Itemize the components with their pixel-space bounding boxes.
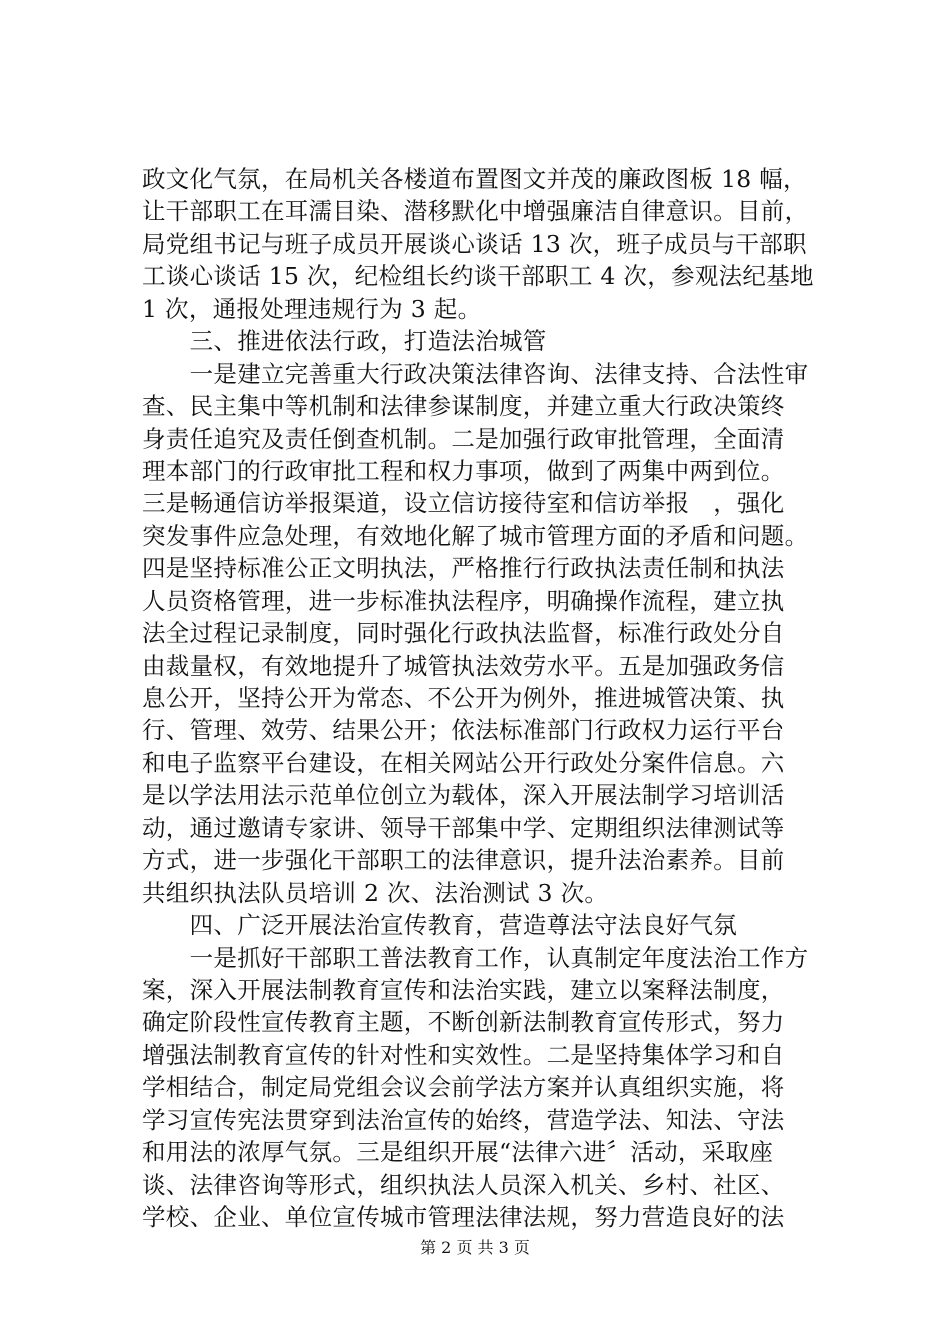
text-line: 增强法制教育宣传的针对性和实效性。二是坚持集体学习和自 <box>142 1040 785 1069</box>
text-line: 共组织执法队员培训 2 次、法治测试 3 次。 <box>142 878 609 907</box>
text-line: 理本部门的行政审批工程和权力事项，做到了两集中两到位。 <box>142 456 785 485</box>
text-line: 查、民主集中等机制和法律参谋制度，并建立重大行政决策终 <box>142 392 785 421</box>
text-line: 行、管理、效劳、结果公开；依法标准部门行政权力运行平台 <box>142 716 785 745</box>
text-line: 方式，进一步强化干部职工的法律意识，提升法治素养。目前 <box>142 846 785 875</box>
text-line: 谈、法律咨询等形式，组织执法人员深入机关、乡村、社区、 <box>142 1170 785 1199</box>
text-line: 是以学法用法示范单位创立为载体，深入开展法制学习培训活 <box>142 781 785 810</box>
text-line: 一是建立完善重大行政决策法律咨询、法律支持、合法性审 <box>142 359 809 388</box>
section-heading: 四、广泛开展法治宣传教育，营造尊法守法良好气氛 <box>142 911 737 940</box>
text-line: 学相结合，制定局党组会议会前学法方案并认真组织实施，将 <box>142 1073 785 1102</box>
text-line: 工谈心谈话 15 次，纪检组长约谈干部职工 4 次，参观法纪基地 <box>142 262 814 291</box>
text-line: 确定阶段性宣传教育主题，不断创新法制教育宣传形式，努力 <box>142 1008 785 1037</box>
text-line: 和电子监察平台建设，在相关网站公开行政处分案件信息。六 <box>142 748 785 777</box>
text-line: 让干部职工在耳濡目染、潜移默化中增强廉洁自律意识。目前， <box>142 197 809 226</box>
text-line: 一是抓好干部职工普法教育工作，认真制定年度法治工作方 <box>142 943 809 972</box>
text-line: 学习宣传宪法贯穿到法治宣传的始终，营造学法、知法、守法 <box>142 1105 785 1134</box>
page-number: 第 2 页 共 3 页 <box>420 1238 530 1257</box>
text-line: 政文化气氛，在局机关各楼道布置图文并茂的廉政图板 18 幅， <box>142 165 807 193</box>
text-line: 息公开，坚持公开为常态、不公开为例外，推进城管决策、执 <box>142 684 785 712</box>
text-line: 案，深入开展法制教育宣传和法治实践，建立以案释法制度， <box>142 975 785 1004</box>
text-line: 动，通过邀请专家讲、领导干部集中学、定期组织法律测试等 <box>142 813 785 842</box>
text-line: 局党组书记与班子成员开展谈心谈话 13 次，班子成员与干部职 <box>142 229 807 258</box>
text-line: 突发事件应急处理，有效地化解了城市管理方面的矛盾和问题。 <box>142 521 809 550</box>
text-line: 学校、企业、单位宣传城市管理法律法规，努力营造良好的法 <box>142 1203 785 1231</box>
page-footer <box>0 1238 950 1258</box>
text-line: 人员资格管理，进一步标准执法程序，明确操作流程，建立执 <box>142 586 785 615</box>
text-line: 三是畅通信访举报渠道，设立信访接待室和信访举报 ，强化 <box>142 489 785 518</box>
text-line: 和用法的浓厚气氛。三是组织开展“法律六进〞活动，采取座 <box>142 1138 774 1167</box>
text-line: 身责任追究及责任倒查机制。二是加强行政审批管理，全面清 <box>142 424 785 453</box>
text-line: 四是坚持标准公正文明执法，严格推行行政执法责任制和执法 <box>142 554 785 583</box>
body-text <box>142 163 842 1233</box>
text-line: 由裁量权，有效地提升了城管执法效劳水平。五是加强政务信 <box>142 651 785 680</box>
section-heading: 三、推进依法行政，打造法治城管 <box>142 327 547 356</box>
text-line: 法全过程记录制度，同时强化行政执法监督，标准行政处分自 <box>142 619 785 648</box>
text-line: 1 次，通报处理违规行为 3 起。 <box>142 294 482 323</box>
